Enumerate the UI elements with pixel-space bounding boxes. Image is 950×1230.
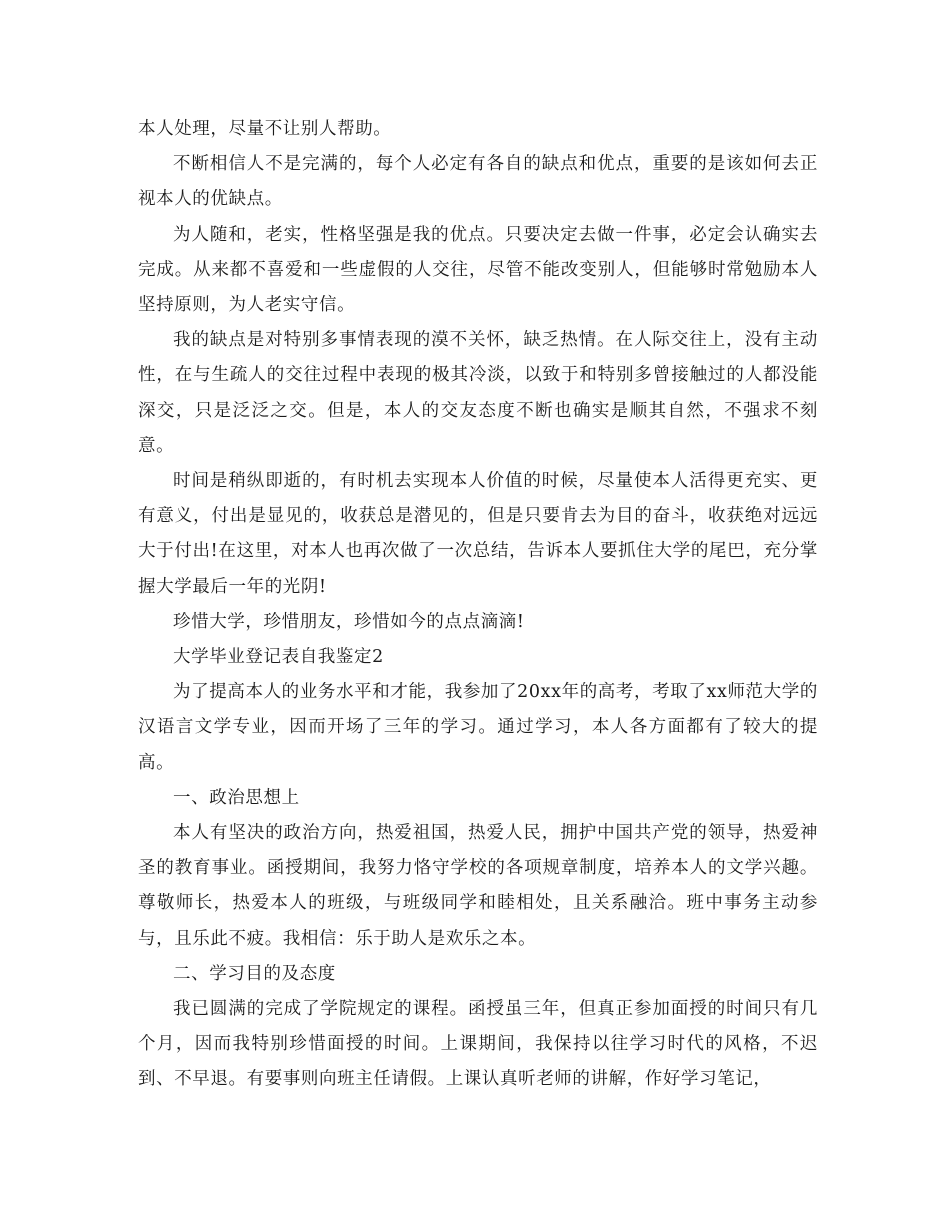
section-title: 大学毕业登记表自我鉴定2 xyxy=(173,647,384,668)
paragraph: 为了提高本人的业务水平和才能，我参加了20xx年的高考，考取了xx师范大学的汉语言文学专业，因而开场了三年的学习。通过学习，本人各方面都有了较大的提高。 xyxy=(138,682,818,773)
document-body xyxy=(138,112,818,1098)
paragraph: 为人随和，老实，性格坚强是我的优点。只要决定去做一件事，必定会认确实去完成。从来都不喜爱和一些虚假的人交往，尽管不能改变别人，但能够时常勉励本人坚持原则，为人老实守信。 xyxy=(138,224,818,316)
paragraph: 不断相信人不是完满的，每个人必定有各自的缺点和优点，重要的是该如何去正视本人的优缺点。 xyxy=(138,154,818,210)
paragraph: 本人有坚决的政治方向，热爱祖国，热爱人民，拥护中国共产党的领导，热爱神圣的教育事业。函授期间，我努力恪守学校的各项规章制度，培养本人的文学兴趣。尊敬师长，热爱本人的班级，与班级同学和睦相处，且关系融洽。班中事务主动参与，且乐此不疲。我相信：乐于助人是欢乐之本。 xyxy=(138,823,818,949)
paragraph: 本人处理，尽量不让别人帮助。 xyxy=(138,119,392,139)
paragraph: 时间是稍纵即逝的，有时机去实现本人价值的时候，尽量使本人活得更充实、更有意义，付出是显见的，收获总是潜见的，但是只要肯去为目的奋斗，收获绝对远远大于付出!在这里，对本人也再次做了一次总结，告诉本人要抓住大学的尾巴，充分掌握大学最后一年的光阴! xyxy=(138,471,818,597)
paragraph: 我已圆满的完成了学院规定的课程。函授虽三年，但真正参加面授的时间只有几个月，因而我特别珍惜面授的时间。上课期间，我保持以往学习时代的风格，不迟到、不早退。有要事则向班主任请假。上课认真听老师的讲解，作好学习笔记， xyxy=(138,999,818,1090)
paragraph: 珍惜大学，珍惜朋友，珍惜如今的点点滴滴! xyxy=(173,611,525,632)
paragraph: 我的缺点是对特别多事情表现的漠不关怀，缺乏热情。在人际交往上，没有主动性，在与生疏人的交往过程中表现的极其冷淡，以致于和特别多曾接触过的人都没能深交，只是泛泛之交。但是，本人的交友态度不断也确实是顺其自然，不强求不刻意。 xyxy=(138,330,818,456)
section-heading: 一、政治思想上 xyxy=(173,787,300,808)
section-heading: 二、学习目的及态度 xyxy=(173,963,336,984)
